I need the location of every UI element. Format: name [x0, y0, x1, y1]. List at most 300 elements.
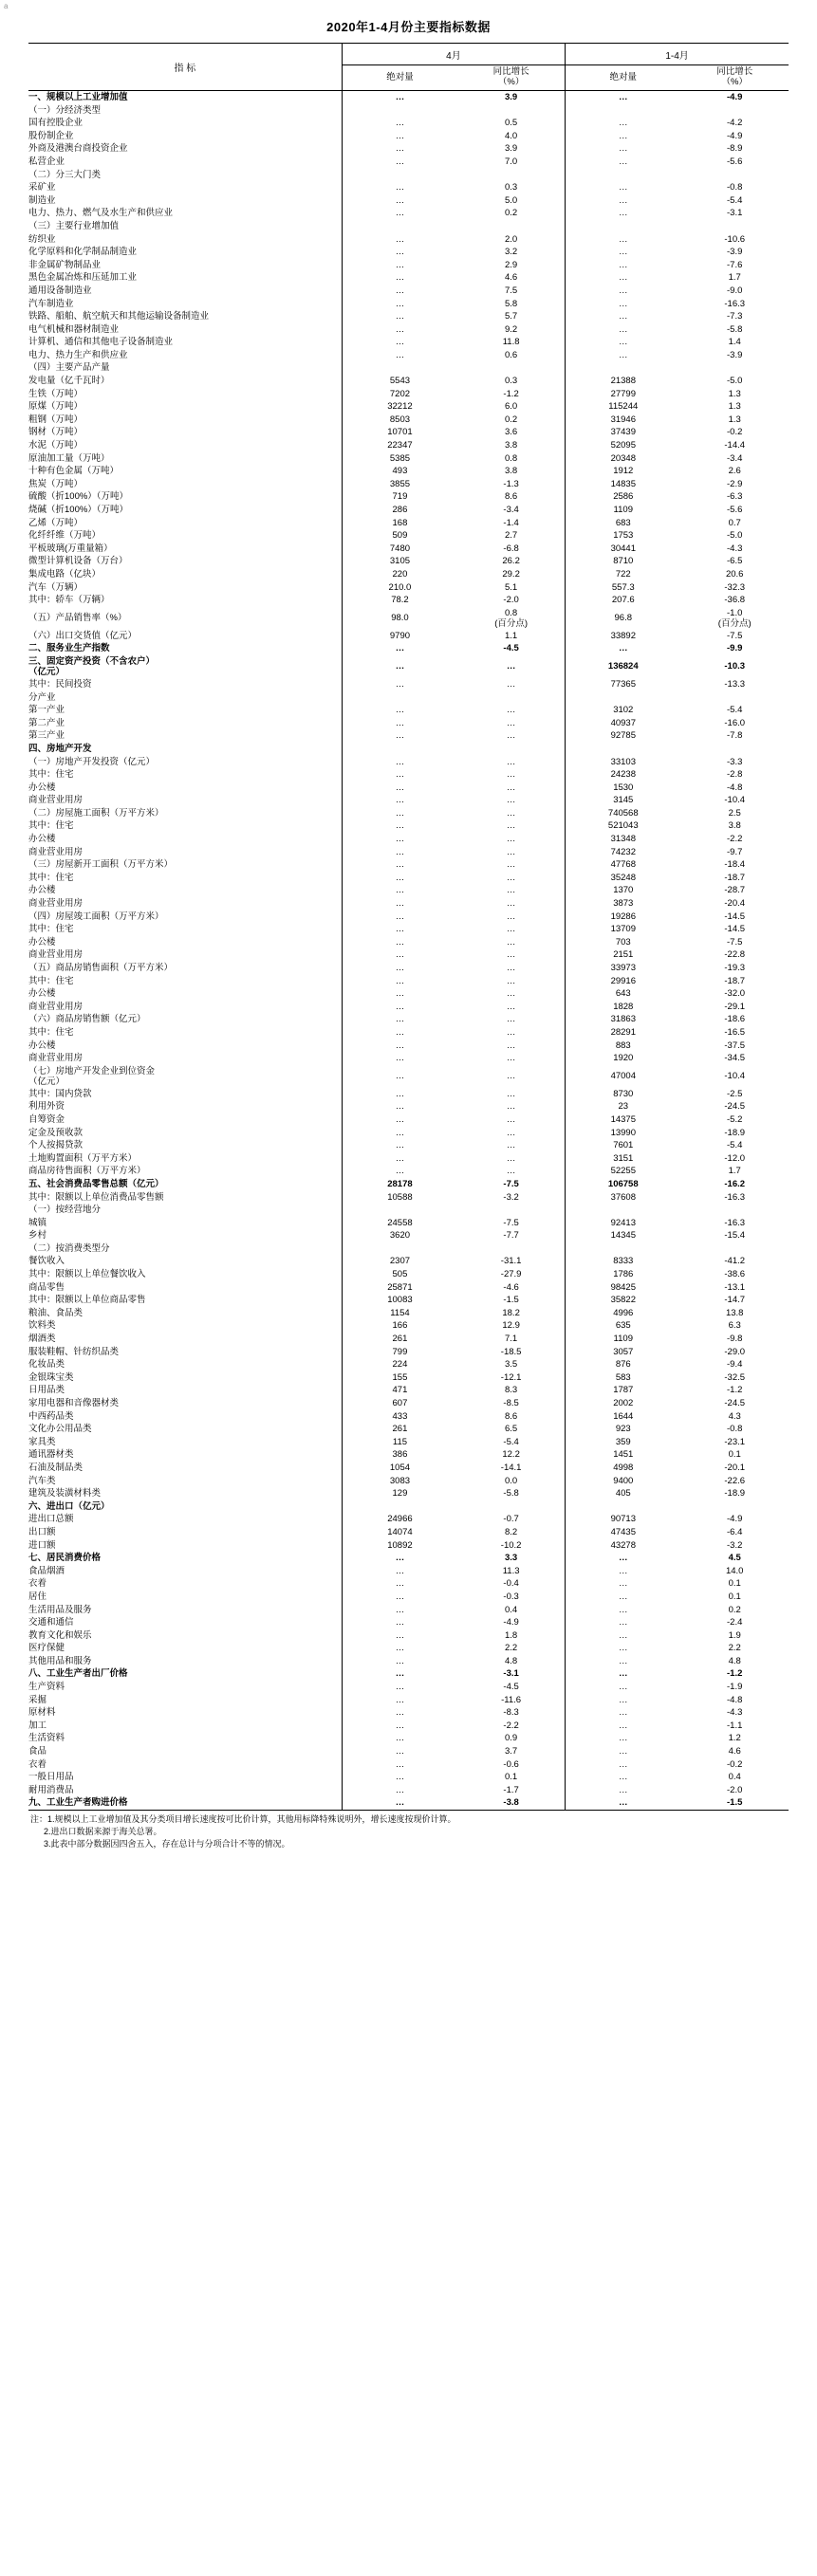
row-label: （六）出口交货值（亿元）	[28, 630, 138, 641]
row-label: 三、固定资产投资（不含农户） （亿元）	[28, 655, 156, 677]
row-label: 办公楼	[28, 782, 56, 793]
row-april-yoy: 0.3	[505, 376, 518, 387]
row-cumulative-abs: …	[566, 1706, 681, 1720]
table-row	[28, 1526, 789, 1539]
row-label: 餐饮收入	[28, 1256, 65, 1267]
row-cumulative-abs: …	[566, 246, 681, 259]
row-label: （一）按经营地分	[28, 1205, 102, 1216]
row-april-yoy: …	[506, 769, 516, 781]
row-april-abs: …	[342, 233, 457, 247]
row-april-abs: 32212	[342, 400, 457, 414]
row-april-yoy: 11.3	[502, 1565, 520, 1576]
row-cumulative-abs: 33103	[566, 756, 681, 769]
row-april-yoy: 8.6	[505, 491, 518, 503]
row-april-abs: 25871	[342, 1281, 457, 1295]
row-label: 其中：限额以上单位商品零售	[28, 1295, 146, 1306]
row-cumulative-yoy: -14.7	[724, 1295, 746, 1306]
row-cumulative-abs: 2151	[566, 948, 681, 962]
table-row	[28, 819, 789, 833]
table-row	[28, 1706, 789, 1720]
row-cumulative-abs	[566, 691, 681, 705]
row-label: 通用设备制造业	[28, 285, 92, 296]
row-cumulative-yoy: 3.8	[728, 820, 741, 832]
row-label: 一、规模以上工业增加值	[28, 92, 128, 102]
row-cumulative-abs: …	[566, 1771, 681, 1784]
row-april-yoy: …	[506, 705, 516, 716]
row-cumulative-abs: 33892	[566, 630, 681, 643]
row-label: 股份制企业	[28, 130, 74, 141]
row-april-abs: …	[342, 323, 457, 337]
table-row	[28, 1513, 789, 1526]
row-label: 黑色金属冶炼和压延加工业	[28, 272, 138, 284]
row-april-abs: 10083	[342, 1294, 457, 1307]
row-cumulative-abs: 40937	[566, 717, 681, 730]
table-row	[28, 1165, 789, 1178]
row-cumulative-yoy: -10.3	[724, 661, 746, 672]
row-label: 计算机、通信和其他电子设备制造业	[28, 337, 174, 348]
row-april-yoy: 5.8	[505, 298, 518, 309]
row-april-abs: …	[342, 846, 457, 859]
row-april-abs: …	[342, 833, 457, 846]
row-april-yoy: …	[506, 1140, 516, 1151]
row-label: 五、社会消费品零售总额（亿元）	[28, 1178, 164, 1189]
row-cumulative-yoy: -3.2	[727, 1539, 743, 1551]
row-cumulative-abs: 8710	[566, 555, 681, 568]
row-april-yoy: -1.3	[503, 478, 519, 489]
table-row	[28, 607, 789, 630]
row-april-yoy: …	[506, 963, 516, 973]
table-row	[28, 1294, 789, 1307]
row-april-abs: 3083	[342, 1475, 457, 1488]
table-row	[28, 517, 789, 530]
row-april-yoy: 3.2	[505, 247, 518, 258]
row-april-yoy: 12.9	[502, 1320, 520, 1332]
row-april-abs: 509	[342, 529, 457, 543]
row-label: （四）主要产品产量	[28, 362, 110, 374]
table-row	[28, 1371, 789, 1385]
row-cumulative-abs: 3057	[566, 1346, 681, 1359]
row-cumulative-abs: …	[566, 142, 681, 156]
row-cumulative-yoy: -18.7	[724, 872, 746, 883]
row-cumulative-yoy: -9.9	[727, 643, 743, 654]
table-row	[28, 388, 789, 401]
row-april-yoy: 0.2	[505, 414, 518, 425]
row-april-abs: 3105	[342, 555, 457, 568]
row-label: （三）主要行业增加值	[28, 220, 120, 231]
row-april-abs: …	[342, 181, 457, 194]
row-cumulative-abs: …	[566, 91, 681, 104]
row-label: 钢材（万吨）	[28, 427, 84, 438]
table-row	[28, 1217, 789, 1230]
row-cumulative-yoy: -37.5	[724, 1040, 746, 1051]
row-label: 化纤纤维（万吨）	[28, 530, 102, 542]
row-cumulative-yoy: 1.4	[728, 337, 741, 348]
row-label: 食品	[28, 1746, 47, 1757]
row-april-yoy: -18.5	[500, 1346, 522, 1357]
row-april-abs: …	[342, 794, 457, 807]
row-cumulative-abs: …	[566, 1616, 681, 1629]
table-row	[28, 1577, 789, 1591]
table-row	[28, 729, 789, 743]
row-cumulative-yoy: -4.3	[727, 1707, 743, 1719]
row-april-yoy: -0.3	[503, 1591, 519, 1602]
row-cumulative-yoy: 1.3	[728, 388, 741, 399]
row-april-abs: 607	[342, 1397, 457, 1410]
row-cumulative-abs: 2002	[566, 1397, 681, 1410]
row-cumulative-abs: …	[566, 1694, 681, 1707]
row-april-yoy: -31.1	[500, 1256, 522, 1267]
row-cumulative-abs: 13709	[566, 923, 681, 936]
row-april-yoy: …	[506, 911, 516, 922]
table-row	[28, 1436, 789, 1449]
header-indicator: 指 标	[28, 44, 342, 91]
table-row	[28, 452, 789, 466]
row-april-abs	[342, 361, 457, 375]
row-april-yoy: 2.7	[505, 530, 518, 542]
table-row	[28, 807, 789, 820]
row-april-abs: …	[342, 1113, 457, 1127]
row-april-yoy: …	[506, 859, 516, 871]
row-cumulative-yoy: -5.2	[727, 1113, 743, 1125]
table-row	[28, 1642, 789, 1655]
table-row	[28, 1307, 789, 1320]
row-april-abs: 471	[342, 1384, 457, 1397]
row-cumulative-yoy: -4.9	[727, 92, 743, 102]
row-cumulative-abs: 923	[566, 1423, 681, 1436]
row-label: 第三产业	[28, 730, 65, 742]
row-cumulative-yoy: -4.2	[727, 118, 743, 129]
row-label: 烧碱（折100%）（万吨）	[28, 505, 129, 515]
row-cumulative-abs: 52255	[566, 1165, 681, 1178]
row-cumulative-abs: 31348	[566, 833, 681, 846]
row-cumulative-yoy: -20.4	[724, 898, 746, 910]
row-cumulative-abs: 30441	[566, 543, 681, 556]
row-april-yoy: 5.7	[505, 311, 518, 322]
row-cumulative-yoy: -0.2	[727, 1758, 743, 1770]
row-cumulative-yoy: -5.4	[727, 1140, 743, 1151]
row-cumulative-yoy: 0.2	[728, 1604, 741, 1615]
table-row	[28, 323, 789, 337]
row-cumulative-abs: …	[566, 1577, 681, 1591]
row-april-abs: 5385	[342, 452, 457, 466]
row-april-abs: …	[342, 1629, 457, 1643]
row-cumulative-yoy: -10.4	[724, 795, 746, 806]
row-cumulative-abs: 24238	[566, 768, 681, 782]
row-cumulative-abs: 20348	[566, 452, 681, 466]
row-cumulative-yoy	[680, 1204, 789, 1217]
row-april-yoy: -1.2	[503, 388, 519, 399]
table-row	[28, 465, 789, 478]
table-row	[28, 529, 789, 543]
row-label: 进出口总额	[28, 1514, 74, 1525]
table-row	[28, 1565, 789, 1578]
row-cumulative-abs: 33973	[566, 962, 681, 975]
row-cumulative-yoy: 0.1	[728, 1578, 741, 1590]
row-label: 国有控股企业	[28, 118, 84, 129]
row-cumulative-abs: …	[566, 1629, 681, 1643]
row-april-abs: …	[342, 271, 457, 285]
row-april-yoy: 7.5	[505, 285, 518, 296]
row-cumulative-yoy: -1.9	[727, 1682, 743, 1693]
row-april-abs: …	[342, 987, 457, 1001]
row-april-abs: …	[342, 923, 457, 936]
table-row	[28, 1281, 789, 1295]
row-label: （六）商品房销售额（亿元）	[28, 1014, 146, 1025]
table-row	[28, 1720, 789, 1733]
row-cumulative-yoy: -32.3	[724, 581, 746, 593]
row-label: 商业营业用房	[28, 795, 84, 806]
row-april-yoy: …	[506, 730, 516, 742]
table-row	[28, 1423, 789, 1436]
row-cumulative-yoy: -3.4	[727, 452, 743, 464]
table-row	[28, 1552, 789, 1565]
row-cumulative-abs: 740568	[566, 807, 681, 820]
row-label: 衣着	[28, 1758, 47, 1770]
row-cumulative-abs: …	[566, 1565, 681, 1578]
row-cumulative-yoy: -4.8	[727, 1694, 743, 1705]
row-april-abs: …	[342, 130, 457, 143]
table-row	[28, 181, 789, 194]
row-cumulative-abs: 35248	[566, 872, 681, 885]
row-label: 通讯器材类	[28, 1449, 74, 1461]
row-label: 商品房待售面积（万平方米）	[28, 1166, 146, 1177]
table-row	[28, 1500, 789, 1514]
row-label: 其中：住宅	[28, 975, 74, 986]
row-label: 服装鞋帽、针纺织品类	[28, 1346, 120, 1357]
row-cumulative-yoy: -9.8	[727, 1334, 743, 1345]
row-april-yoy: …	[506, 1166, 516, 1177]
row-label: 日用品类	[28, 1385, 65, 1396]
row-april-yoy: -1.5	[503, 1295, 519, 1306]
row-cumulative-yoy: 6.3	[728, 1320, 741, 1332]
row-cumulative-yoy	[680, 169, 789, 182]
row-april-yoy: -12.1	[500, 1371, 522, 1383]
row-cumulative-abs: 1109	[566, 1333, 681, 1346]
row-label: 采掘	[28, 1694, 47, 1705]
row-april-abs: …	[342, 1771, 457, 1784]
row-cumulative-yoy: -18.4	[724, 859, 746, 871]
row-cumulative-yoy: -0.8	[727, 182, 743, 193]
row-label: 生活资料	[28, 1733, 65, 1744]
row-label: 六、进出口（亿元）	[28, 1500, 110, 1512]
row-april-abs	[342, 743, 457, 756]
row-cumulative-yoy: -15.4	[724, 1230, 746, 1242]
row-label: 分产业	[28, 691, 56, 703]
table-row	[28, 439, 789, 452]
row-cumulative-abs: …	[566, 285, 681, 298]
row-april-abs: …	[342, 1577, 457, 1591]
row-april-yoy: …	[506, 846, 516, 857]
row-april-yoy: 4.6	[505, 272, 518, 284]
row-label: 非金属矿物制品业	[28, 259, 102, 270]
row-label: 乙烯（万吨）	[28, 517, 84, 528]
row-april-yoy: …	[506, 1152, 516, 1164]
row-cumulative-yoy: -22.6	[724, 1475, 746, 1486]
row-label: 二、服务业生产指数	[28, 643, 110, 654]
table-row	[28, 794, 789, 807]
row-april-yoy: 8.2	[505, 1526, 518, 1537]
row-cumulative-abs: …	[566, 1552, 681, 1565]
row-april-yoy: -6.8	[503, 543, 519, 554]
row-april-yoy: …	[506, 924, 516, 935]
row-april-abs	[342, 1204, 457, 1217]
table-row	[28, 872, 789, 885]
row-cumulative-yoy: -5.4	[727, 705, 743, 716]
table-row	[28, 349, 789, 362]
row-cumulative-abs: …	[566, 181, 681, 194]
row-april-abs: …	[342, 117, 457, 130]
row-april-abs: 799	[342, 1346, 457, 1359]
row-cumulative-yoy: -0.8	[727, 1424, 743, 1435]
row-cumulative-abs: 1451	[566, 1448, 681, 1462]
table-row	[28, 1681, 789, 1694]
table-row	[28, 1358, 789, 1371]
row-cumulative-yoy: 1.2	[728, 1733, 741, 1744]
row-april-abs: …	[342, 1013, 457, 1026]
row-cumulative-yoy: 1.3	[728, 401, 741, 413]
row-april-yoy: -7.5	[503, 1178, 519, 1189]
row-label: 中西药品类	[28, 1410, 74, 1422]
row-april-abs	[342, 104, 457, 118]
row-cumulative-abs: 8333	[566, 1255, 681, 1268]
row-cumulative-abs: 106758	[566, 1178, 681, 1191]
row-label: 生活用品及服务	[28, 1604, 92, 1615]
header-yoy-april: 同比增长 （%）	[457, 65, 566, 91]
corner-mark: a	[4, 2, 9, 10]
table-row	[28, 1255, 789, 1268]
row-cumulative-abs: …	[566, 1732, 681, 1745]
row-april-yoy: 0.1	[505, 1772, 518, 1783]
row-label: （二）房屋施工面积（万平方米）	[28, 807, 164, 819]
row-april-yoy	[457, 691, 566, 705]
table-row	[28, 936, 789, 949]
row-cumulative-abs: 4998	[566, 1462, 681, 1475]
row-label: 原油加工量（万吨）	[28, 452, 110, 464]
row-cumulative-yoy: -5.6	[727, 156, 743, 167]
table-row	[28, 1346, 789, 1359]
row-label: 原材料	[28, 1707, 56, 1719]
row-label: 粮油、食品类	[28, 1307, 84, 1318]
row-april-abs: 10701	[342, 426, 457, 439]
row-april-abs: 9790	[342, 630, 457, 643]
row-april-yoy	[457, 169, 566, 182]
row-april-yoy: …	[506, 1001, 516, 1012]
row-cumulative-abs: …	[566, 298, 681, 311]
table-row	[28, 1100, 789, 1113]
row-cumulative-yoy	[680, 691, 789, 705]
row-april-yoy: …	[506, 756, 516, 767]
row-cumulative-abs: …	[566, 1720, 681, 1733]
row-label: 电力、热力、燃气及水生产和供应业	[28, 208, 174, 219]
row-cumulative-yoy: -3.9	[727, 349, 743, 360]
table-row	[28, 1397, 789, 1410]
row-cumulative-abs: …	[566, 233, 681, 247]
row-label: 饮料类	[28, 1320, 56, 1332]
row-cumulative-abs: 4996	[566, 1307, 681, 1320]
row-label: （四）房屋竣工面积（万平方米）	[28, 911, 164, 922]
row-april-abs: 78.2	[342, 594, 457, 607]
row-april-yoy: -7.5	[503, 1217, 519, 1228]
row-april-yoy: 4.8	[505, 1655, 518, 1666]
row-cumulative-abs: …	[566, 130, 681, 143]
table-row	[28, 1539, 789, 1553]
row-cumulative-yoy: 2.6	[728, 466, 741, 477]
table-row	[28, 91, 789, 104]
row-april-yoy: 7.1	[505, 1334, 518, 1345]
row-label: 外商及港澳台商投资企业	[28, 143, 128, 155]
row-cumulative-abs: 98425	[566, 1281, 681, 1295]
row-april-abs: 719	[342, 490, 457, 504]
row-cumulative-abs: 52095	[566, 439, 681, 452]
row-label: 制造业	[28, 194, 56, 206]
row-label: （一）分经济类型	[28, 104, 102, 116]
row-cumulative-abs: 21388	[566, 375, 681, 388]
header-yoy-cumulative: 同比增长 （%）	[680, 65, 789, 91]
row-cumulative-abs	[566, 743, 681, 756]
row-cumulative-abs: 1786	[566, 1268, 681, 1281]
row-cumulative-abs: 722	[566, 568, 681, 581]
row-label: 九、工业生产者购进价格	[28, 1797, 128, 1809]
row-april-abs: …	[342, 717, 457, 730]
row-april-yoy: …	[506, 678, 516, 690]
row-cumulative-abs: 643	[566, 987, 681, 1001]
row-cumulative-abs	[566, 220, 681, 233]
row-cumulative-abs: 583	[566, 1371, 681, 1385]
table-row	[28, 1784, 789, 1797]
row-april-abs: 10892	[342, 1539, 457, 1553]
row-cumulative-yoy: -1.1	[727, 1720, 743, 1731]
row-label: 教育文化和娱乐	[28, 1629, 92, 1641]
row-april-yoy: -10.2	[500, 1539, 522, 1551]
row-cumulative-abs: …	[566, 310, 681, 323]
table-row	[28, 678, 789, 691]
row-april-abs: …	[342, 756, 457, 769]
row-april-abs: …	[342, 259, 457, 272]
row-april-abs: …	[342, 1552, 457, 1565]
row-label: 铁路、船舶、航空航天和其他运输设备制造业	[28, 311, 210, 322]
table-row	[28, 1065, 789, 1088]
row-april-abs: 505	[342, 1268, 457, 1281]
row-cumulative-yoy: 14.0	[725, 1565, 744, 1576]
row-cumulative-abs: 7601	[566, 1139, 681, 1152]
row-cumulative-abs: …	[566, 1591, 681, 1604]
table-row	[28, 233, 789, 247]
row-april-yoy: …	[506, 661, 516, 672]
row-cumulative-abs: 43278	[566, 1539, 681, 1553]
table-row	[28, 194, 789, 208]
row-april-yoy: 29.2	[502, 568, 520, 580]
row-cumulative-yoy: 1.7	[728, 272, 741, 284]
row-april-abs: …	[342, 858, 457, 872]
table-row	[28, 768, 789, 782]
row-cumulative-abs: …	[566, 117, 681, 130]
table-row	[28, 1088, 789, 1101]
row-label: 其中：国内贷款	[28, 1088, 92, 1099]
row-cumulative-yoy: -4.8	[727, 782, 743, 793]
row-april-yoy: …	[506, 936, 516, 948]
row-cumulative-yoy: -32.5	[724, 1371, 746, 1383]
row-cumulative-yoy: -9.7	[727, 846, 743, 857]
row-april-yoy: -7.7	[503, 1230, 519, 1242]
row-april-abs: …	[342, 1745, 457, 1758]
row-cumulative-yoy: -7.5	[727, 936, 743, 948]
row-april-abs: …	[342, 1065, 457, 1088]
row-cumulative-abs: 115244	[566, 400, 681, 414]
row-cumulative-yoy	[680, 1500, 789, 1514]
row-label: 其中：轿车（万辆）	[28, 595, 110, 606]
row-april-abs: …	[342, 897, 457, 911]
row-label: 加工	[28, 1720, 47, 1731]
